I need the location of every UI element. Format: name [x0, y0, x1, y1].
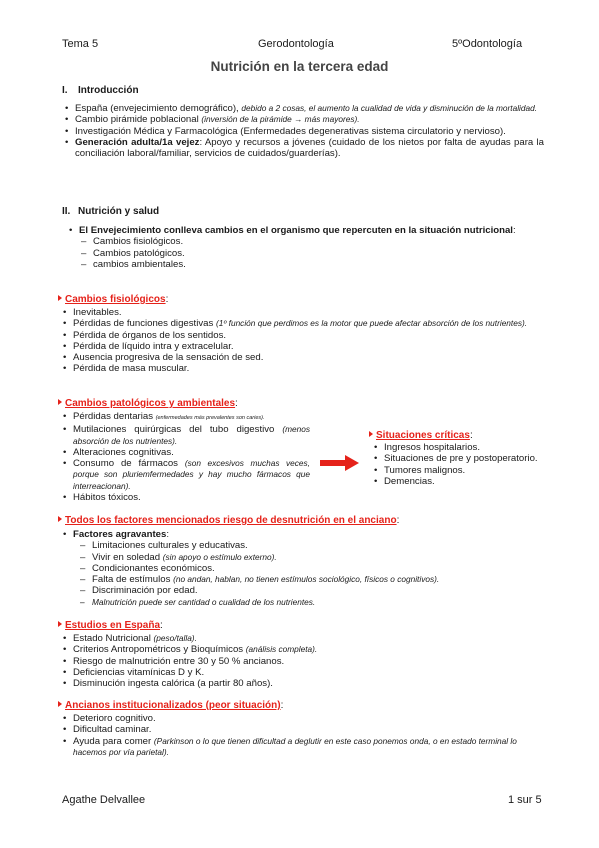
footer-page-number: 1 sur 5 [508, 794, 542, 806]
item-bold: Factores agravantes [73, 529, 167, 540]
section-heading-introduccion [62, 85, 139, 96]
item-text: Cambio pirámide poblacional [75, 114, 202, 126]
triangle-bullet-icon [58, 295, 62, 301]
triangle-bullet-icon [58, 399, 62, 405]
sub-item: – Condicionantes económicos. [80, 563, 544, 574]
list-item: • Ingresos hospitalarios. [373, 442, 573, 453]
list-item [62, 458, 310, 492]
list-item [68, 225, 544, 236]
item-note: (enfermedades más prevalentes son caries). [155, 415, 265, 421]
list-item: • Tumores malignos. [373, 465, 573, 476]
triangle-bullet-icon [58, 621, 62, 627]
item-note: (sin apoyo o estímulo externo). [162, 551, 277, 562]
list-item [64, 103, 544, 114]
item-bold: El Envejecimiento conlleva cambios en el organismo que repercuten en la situación nutricional [79, 225, 513, 236]
pato-list [62, 411, 310, 503]
sub-list [62, 540, 544, 608]
heading-text: Situaciones críticas [376, 430, 470, 441]
sub-item: – Cambios patológicos. [81, 248, 544, 259]
list-item: • Riesgo de malnutrición entre 30 y 50 % ancianos. [62, 656, 544, 667]
heading-cambios-fisiologicos: Cambios fisiológicos: [58, 294, 168, 305]
list-item: • Hábitos tóxicos. [62, 492, 310, 503]
sub-item: – Malnutrición puede ser cantidad o cualidad de los nutrientes. [80, 597, 544, 608]
section-title: Introducción [78, 85, 139, 96]
item-text: Investigación Médica y Farmacológica (Enfermedades degenerativas sistema circulatorio y nervioso). [75, 125, 506, 137]
section-title: Nutrición y salud [78, 206, 160, 217]
fisio-list [62, 307, 544, 375]
arrow-right-icon [320, 455, 360, 471]
section-number: I. [62, 85, 68, 96]
header-subject: Gerodontología [258, 38, 334, 50]
list-item: • Inevitables. [62, 307, 544, 318]
sub-item [80, 574, 544, 585]
heading-cambios-patologicos: Cambios patológicos y ambientales: [58, 398, 238, 409]
item-text: Falta de estímulos [92, 574, 174, 586]
section-heading-nutricion [62, 206, 159, 217]
footer-author: Agathe Delvallee [62, 794, 146, 806]
list-item: • Pérdida de líquido intra y extracelular. [62, 341, 544, 352]
item-text: : Apoyo y recursos a jóvenes (cuidado de los nietos por falta de ayudas para la conciliación laboral/familiar, servicios de cuidados/guarderías). [75, 136, 544, 160]
nutricion-list [68, 225, 544, 270]
triangle-bullet-icon [58, 701, 62, 707]
list-item: • Disminución ingesta calórica (a partir 80 años). [62, 678, 544, 689]
item-note: debido a 2 cosas, el aumento la cualidad de vida y disminución de la mortalidad. [241, 103, 538, 113]
heading-text: Ancianos institucionalizados (peor situación) [65, 700, 281, 711]
list-item: • Demencias. [373, 476, 573, 487]
sub-item [80, 552, 544, 563]
list-item [62, 736, 544, 759]
header-course: 5ºOdontología [452, 38, 523, 50]
list-item: • Deterioro cognitivo. [62, 713, 544, 724]
estudios-list [62, 633, 544, 689]
item-note: (menos absorción de los nutrientes). [73, 424, 310, 446]
heading-text: Todos los factores mencionados riesgo de desnutrición en el anciano [65, 515, 397, 526]
item-bold: Generación adulta/1a vejez [75, 136, 200, 148]
item-text: Criterios Antropométricos y Bioquímicos [73, 644, 246, 656]
instit-list [62, 713, 544, 758]
factores-list [62, 529, 544, 608]
sub-list [68, 236, 544, 270]
item-text: Pérdidas de funciones digestivas [73, 318, 216, 330]
list-item: • Ausencia progresiva de la sensación de sed. [62, 352, 544, 363]
item-text: Vivir en soledad [92, 551, 163, 563]
list-item: • Factores agravantes: [62, 529, 544, 540]
list-item [64, 137, 544, 160]
item-note: (análisis completa). [245, 644, 318, 655]
list-item [62, 633, 544, 644]
heading-factores-riesgo: Todos los factores mencionados riesgo de desnutrición en el anciano: [58, 515, 399, 526]
list-item: • Alteraciones cognitivas. [62, 447, 310, 458]
list-item: • Situaciones de pre y postoperatorio. [373, 453, 573, 464]
list-item [64, 126, 544, 137]
list-item: • Dificultad caminar. [62, 724, 544, 735]
triangle-bullet-icon [58, 516, 62, 522]
list-item: • Pérdida de masa muscular. [62, 363, 544, 374]
item-text: Estado Nutricional [73, 633, 154, 644]
heading-situaciones-criticas: Situaciones críticas: [369, 430, 473, 441]
heading-text: Cambios patológicos y ambientales [65, 398, 236, 409]
item-text: Ayuda para comer [73, 735, 154, 747]
sub-item: – cambios ambientales. [81, 259, 544, 270]
item-note: (inversión de la pirámide → más mayores). [201, 114, 360, 125]
item-colon: : [512, 225, 516, 236]
intro-list [64, 103, 544, 159]
item-note: (peso/talla). [153, 633, 197, 643]
list-item: • Pérdida de órganos de los sentidos. [62, 330, 544, 341]
item-text: Mutilaciones quirúrgicas del tubo digestivo [73, 424, 283, 436]
triangle-bullet-icon [369, 431, 373, 437]
header-topic: Tema 5 [62, 38, 99, 50]
item-text: Pérdidas dentarias [73, 411, 156, 422]
page-title: Nutrición en la tercera edad [210, 59, 389, 74]
item-note: (1º función que perdimos es la motor que puede afectar absorción de los nutrientes). [215, 318, 528, 329]
sub-item: – Cambios fisiológicos. [81, 236, 544, 247]
item-text: Consumo de fármacos [73, 458, 185, 470]
item-text: España (envejecimiento demográfico), [75, 103, 242, 114]
item-note: (son excesivos muchas veces, porque son pluriemfermedades y hay mucho fármacos que interreacionan). [73, 458, 310, 491]
list-item [62, 424, 310, 447]
sub-item: – Discriminación por edad. [80, 585, 544, 596]
item-note: (no andan, hablan, no tienen estímulos sociológico, físicos o cognitivos). [173, 574, 440, 585]
sub-item: – Limitaciones culturales y educativas. [80, 540, 544, 551]
list-item [62, 318, 544, 329]
item-note: (Parkinson o lo que tienen dificultad a deglutir en este caso ponemos onda, o en estado terminal lo hacemos por vía parietal). [73, 735, 517, 757]
heading-text: Estudios en España [65, 620, 161, 631]
heading-estudios-espana: Estudios en España: [58, 620, 163, 631]
list-item: • Deficiencias vitamínicas D y K. [62, 667, 544, 678]
list-item [62, 411, 310, 424]
criticas-list [373, 442, 573, 487]
list-item [64, 114, 544, 125]
heading-text: Cambios fisiológicos [65, 294, 166, 305]
heading-ancianos-institucionalizados: Ancianos institucionalizados (peor situación): [58, 700, 283, 711]
section-number: II. [62, 206, 71, 217]
list-item [62, 644, 544, 655]
